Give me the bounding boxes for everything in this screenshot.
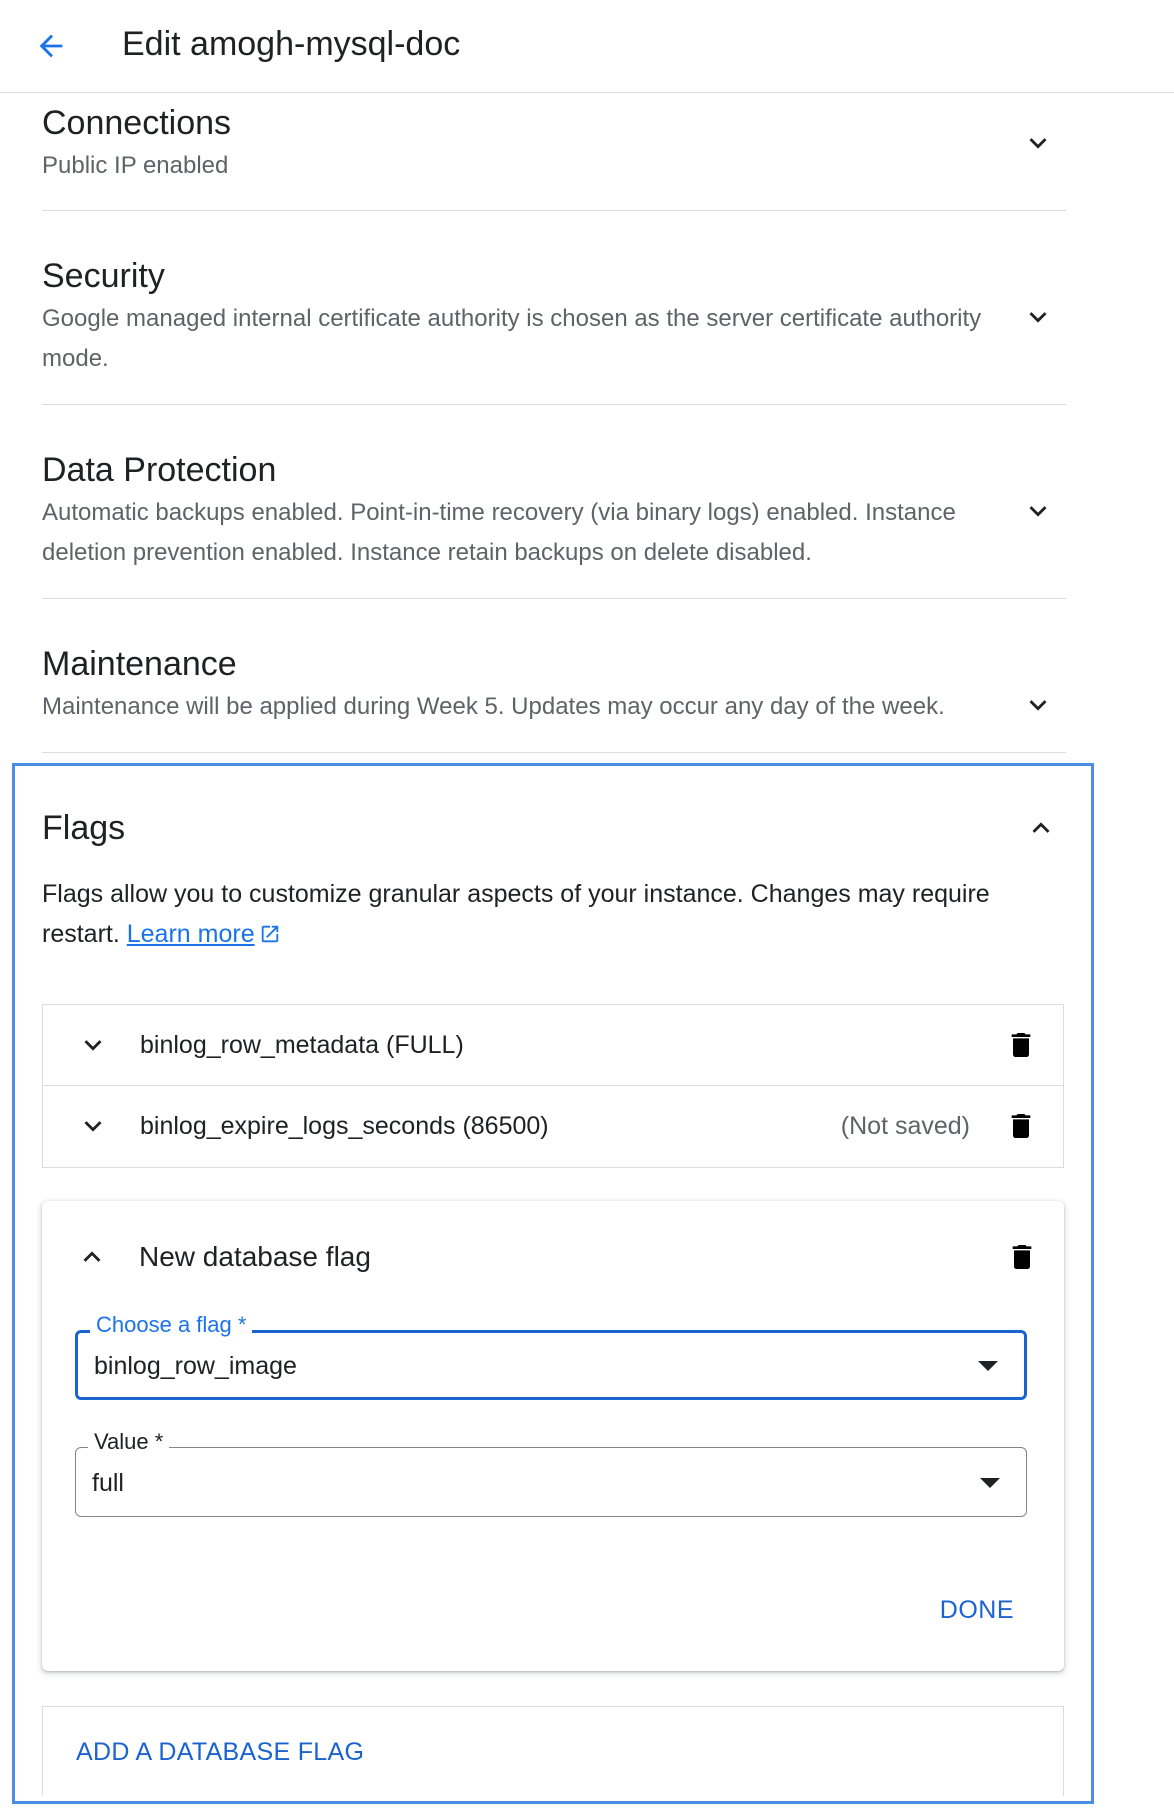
chevron-up-icon[interactable] — [1021, 808, 1061, 848]
delete-flag-button[interactable] — [999, 1023, 1043, 1067]
section-title: Data Protection — [42, 451, 277, 489]
new-flag-title: New database flag — [139, 1241, 371, 1272]
flags-title: Flags — [42, 809, 126, 847]
value-label: Value * — [88, 1429, 169, 1455]
chevron-down-icon[interactable] — [73, 1106, 113, 1146]
flag-row — [43, 1005, 1063, 1086]
value-select[interactable] — [75, 1429, 1027, 1517]
add-database-flag-label: ADD A DATABASE FLAG — [76, 1738, 365, 1766]
arrow-back-icon — [34, 29, 68, 63]
flags-description — [42, 874, 1062, 954]
chevron-down-icon[interactable] — [73, 1025, 113, 1065]
value-value: full — [92, 1469, 124, 1497]
back-button[interactable] — [27, 22, 75, 70]
section-security[interactable] — [42, 211, 1066, 405]
section-title: Security — [42, 257, 165, 295]
section-description: Automatic backups enabled. Point-in-time recovery (via binary logs) enabled. Instance deletion prevention enabled. Instance retain backups on delete disabled. — [42, 499, 956, 566]
not-saved-status: (Not saved) — [840, 1112, 970, 1140]
flags-description-text: Flags allow you to customize granular aspects of your instance. Changes may require restart. — [42, 880, 990, 948]
learn-more-link[interactable] — [127, 920, 281, 948]
section-connections[interactable] — [42, 93, 1066, 211]
flag-list — [42, 1004, 1064, 1168]
flag-label[interactable]: binlog_expire_logs_seconds (86500) — [140, 1112, 549, 1140]
page-title: Edit amogh-mysql-doc — [122, 25, 461, 63]
section-data-protection[interactable] — [42, 405, 1066, 599]
flag-row — [43, 1086, 1063, 1167]
chevron-down-icon[interactable] — [1018, 491, 1058, 531]
section-description: Public IP enabled — [42, 152, 229, 179]
learn-more-label: Learn more — [126, 920, 255, 948]
choose-flag-value: binlog_row_image — [94, 1352, 297, 1380]
done-button[interactable]: DONE — [939, 1596, 1014, 1624]
trash-icon — [1005, 1110, 1037, 1142]
section-maintenance[interactable] — [42, 599, 1066, 753]
flag-label[interactable]: binlog_row_metadata (FULL) — [140, 1031, 464, 1059]
section-description: Maintenance will be applied during Week 5. Updates may occur any day of the week. — [42, 693, 945, 720]
delete-flag-button[interactable] — [999, 1104, 1043, 1148]
section-description: Google managed internal certificate authority is chosen as the server certificate authority mode. — [42, 305, 982, 372]
trash-icon — [1006, 1241, 1038, 1273]
section-title: Connections — [42, 104, 232, 142]
new-flag-card — [42, 1201, 1064, 1671]
add-database-flag-button[interactable] — [42, 1706, 1064, 1796]
open-in-new-icon — [259, 923, 281, 945]
flags-panel — [12, 763, 1094, 1804]
section-title: Maintenance — [42, 645, 237, 683]
choose-flag-label: Choose a flag * — [90, 1312, 252, 1338]
chevron-down-icon[interactable] — [1018, 685, 1058, 725]
trash-icon — [1005, 1029, 1037, 1061]
chevron-up-icon[interactable] — [72, 1237, 112, 1277]
dropdown-arrow-icon — [980, 1478, 1000, 1488]
dropdown-arrow-icon — [978, 1361, 998, 1371]
chevron-down-icon[interactable] — [1018, 123, 1058, 163]
chevron-down-icon[interactable] — [1018, 297, 1058, 337]
choose-flag-select[interactable] — [75, 1312, 1027, 1400]
top-app-bar — [0, 0, 1174, 93]
delete-new-flag-button[interactable] — [1000, 1235, 1044, 1279]
